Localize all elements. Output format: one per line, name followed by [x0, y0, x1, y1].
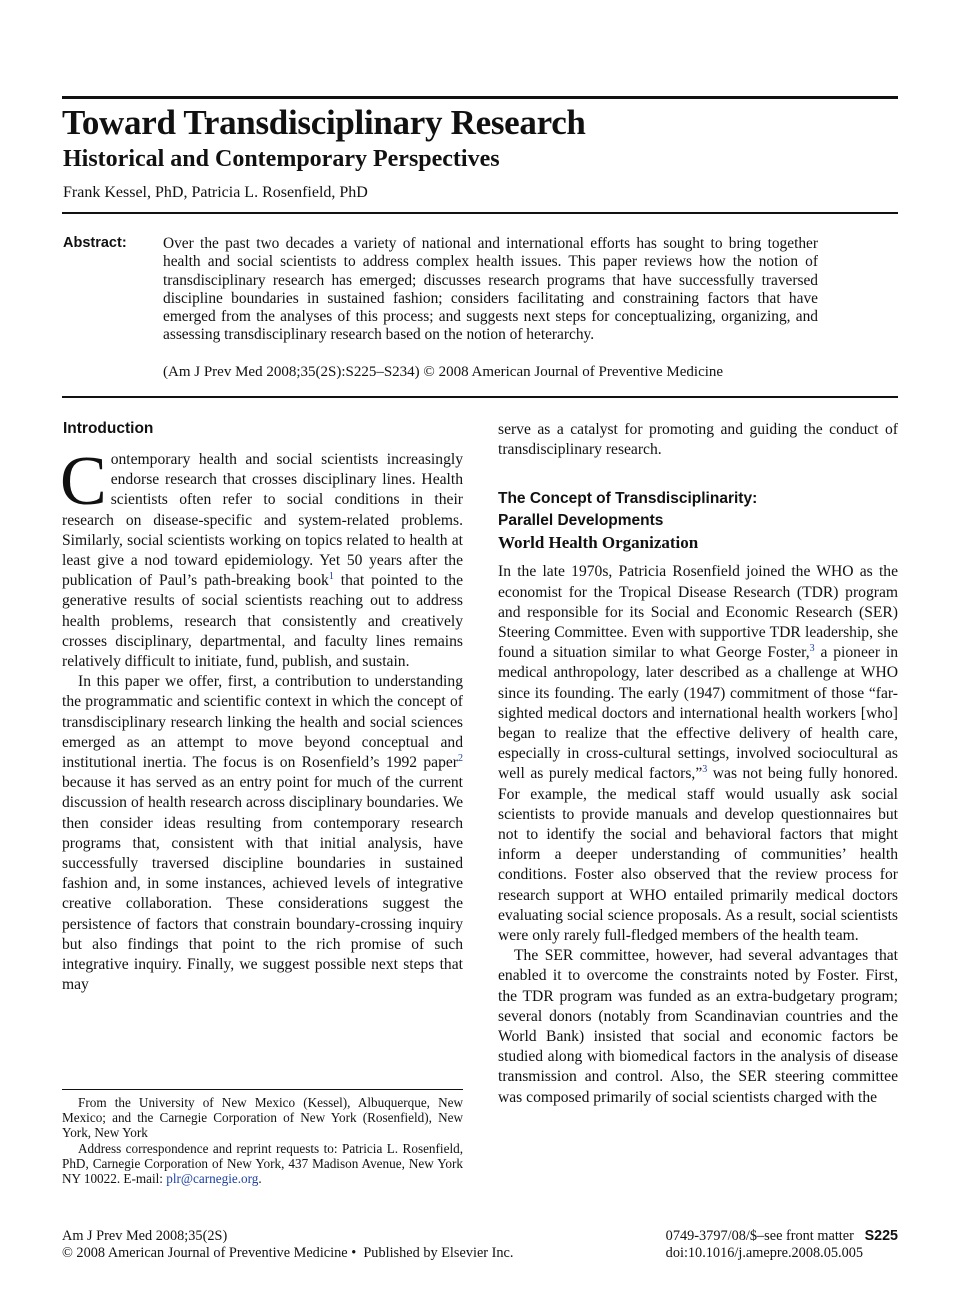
abstract-citation: (Am J Prev Med 2008;35(2S):S225–S234) © 2008 American Journal of Preventive Medicine: [163, 364, 724, 380]
correspondence-note: Address correspondence and reprint requests to: Patricia L. Rosenfield, PhD, Carnegie Corporation of New York, 437 Madison Avenue, New York NY 10022. E-mail: plr@carnegie.org.: [62, 1140, 463, 1187]
right-column: [498, 420, 898, 1108]
affiliation-note: From the University of New Mexico (Kessel), Albuquerque, New Mexico; and the Carnegie Corporation of New York (Rosenfield), New York, New York: [62, 1095, 463, 1141]
left-column: [60, 443, 463, 995]
section-heading-introduction: Introduction: [63, 420, 154, 437]
section-heading-concept: The Concept of Transdisciplinarity: Parallel Developments: [498, 490, 758, 530]
page-number: S225: [864, 1228, 898, 1244]
reference-link[interactable]: 3: [702, 764, 708, 776]
reference-link[interactable]: 2: [458, 752, 463, 764]
abstract-rule: [62, 396, 898, 398]
journal-citation: Am J Prev Med 2008;35(2S): [62, 1228, 228, 1244]
bullet: •: [351, 1245, 357, 1261]
top-rule: [62, 96, 898, 99]
footer-left: [62, 1228, 513, 1262]
article-subtitle: Historical and Contemporary Perspectives: [63, 146, 500, 172]
intro-paragraph-1: Contemporary health and social scientists increasingly endorse research that crosses disciplinary lines. Health scientists often refer to social conditions in their research on disease-specific and system-related problems. Similarly, social scientists working on topics related to health at least give a nod toward epidemiology. Yet 50 years after the publication of Paul’s path-breaking book$^1$ that pointed to the generative results of social scientists reaching out to address health problems, research that consistently and creatively crosses disciplinary, departmental, and faculty lines remains relatively difficult to initiate, fund, publish, and sustain.: [60, 443, 463, 671]
copyright: © 2008 American Journal of Preventive Medicine: [62, 1245, 348, 1261]
reference-link[interactable]: 3: [809, 643, 815, 655]
footnote-rule: [62, 1089, 463, 1090]
subsection-heading-who: World Health Organization: [498, 533, 699, 553]
abstract-text: Over the past two decades a variety of national and international efforts has sought to bring together health and social scientists to address complex health issues. This paper reviews how the notion of transdisciplinary research has emerged; discusses research programs that have successfully traversed discipline boundaries in sustained fashion; considers facilitating and constraining factors that have emerged from the analyses of this process; and suggests next steps for conceptualizing, organizing, and assessing transdisciplinary research based on the notion of heterarchy.: [163, 235, 818, 344]
intro-paragraph-2: In this paper we offer, first, a contribution to understanding the programmatic and scientific context in which the concept of transdisciplinary research linking the health and social sciences emerged as an attempt to move beyond conceptual and institutional inertia. The focus is on Rosenfield’s 1992 paper$^2$ because it has served as an entry point for much of the current discussion of health research across disciplinary boundaries. We then consider ideas resulting from contemporary research programs that, consistent with that initial analysis, have successfully traversed discipline boundaries in sustained fashion and, in some instances, achieved levels of integrative creative collaboration. These considerations suggest the persistence of factors that constrain boundary-crossing inquiry but also findings that point to the rich promise of such integrative inquiry. Finally, we suggest possible next steps that may: [62, 673, 463, 994]
abstract-label: Abstract:: [63, 235, 127, 251]
doi: doi:10.1016/j.amepre.2008.05.005: [665, 1245, 864, 1261]
publisher: Published by Elsevier Inc.: [363, 1245, 514, 1261]
article-title: Toward Transdisciplinary Research: [62, 103, 586, 142]
email-link[interactable]: plr@carnegie.org: [166, 1171, 259, 1187]
continued-paragraph: serve as a catalyst for promoting and guiding the conduct of transdisciplinary research.: [498, 421, 898, 459]
footnote: [62, 1095, 463, 1186]
issn: 0749-3797/08/$–see front matter: [665, 1228, 854, 1244]
who-paragraph-1: In the late 1970s, Patricia Rosenfield joined the WHO as the economist for the Tropical Disease Research (TDR) program and responsible for its Social and Economic Research (SER) Steering Committee. Even with supportive TDR leadership, she found a situation similar to what George Foster,$^3$ a pioneer in medical anthropology, later described as a challenge at WHO since its founding. The early (1947) commitment of those “far-sighted medical doctors and international health workers [who] began to realize that the effective delivery of health care, especially in cross-cultural settings, involved sociocultural as well as purely medical factors,”$^3$ was not being fully honored. For example, the medical staff would usually ask social scientists to provide manuals and develop questionnaires but not to identify the social and behavioral factors that might inform a deeper understanding of communities’ health conditions. Foster also observed that the review process for research support at WHO entailed primarily medical doctors evaluating social science proposals. As a result, social scientists were only rarely full-fledged members of the health team.: [498, 563, 899, 945]
header-rule: [62, 212, 898, 214]
who-paragraph-2: The SER committee, however, had several advantages that enabled it to overcome the constraints noted by Foster. First, the TDR program was funded as an extra-budgetary program; several donors (notably from Scandinavian countries and the World Bank) insisted that social and economic factors be studied along with biomedical factors in the analysis of disease transmission and control. Also, the SER steering committee was composed primarily of social scientists charged with the: [498, 947, 898, 1106]
footer-right: [666, 1228, 898, 1262]
drop-cap: C: [60, 443, 107, 520]
reference-link[interactable]: 1: [328, 571, 334, 583]
author-list: Frank Kessel, PhD, Patricia L. Rosenfield, PhD: [63, 184, 368, 201]
